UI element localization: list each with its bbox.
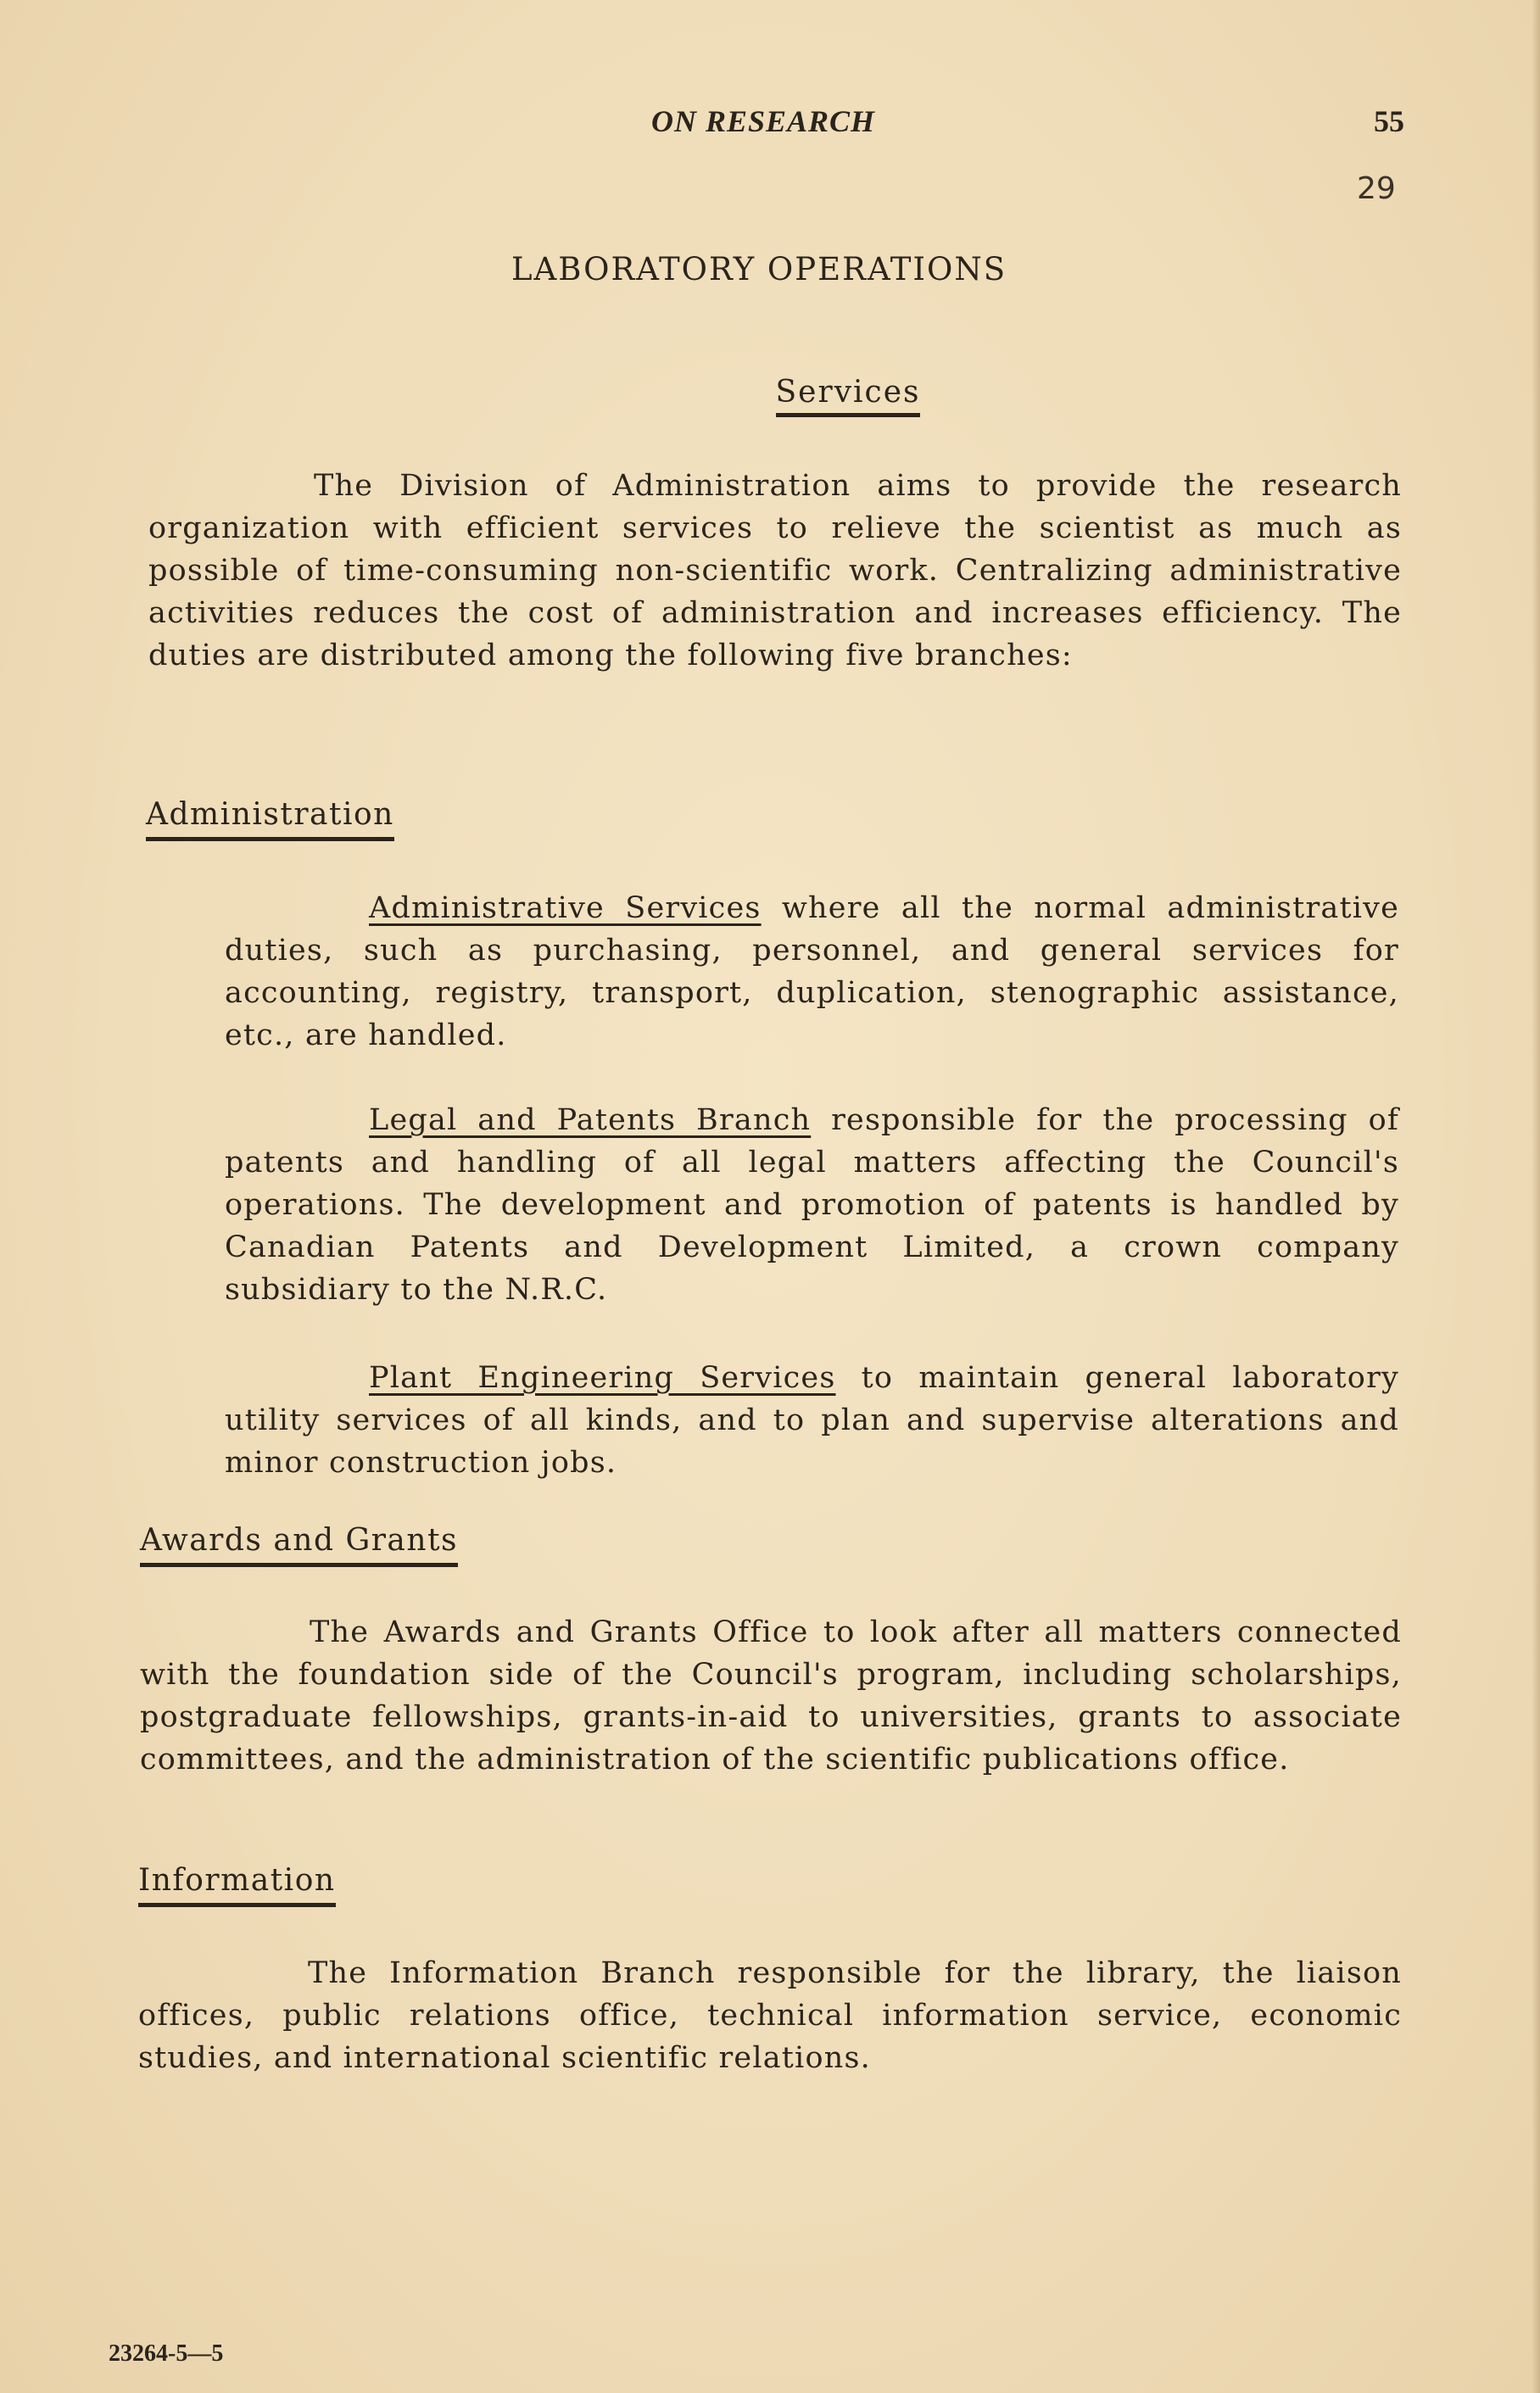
legal-patents-lead: Legal and Patents Branch: [369, 1103, 812, 1137]
admin-services-lead: Administrative Services: [369, 891, 762, 925]
legal-patents-text: responsible for the processing of patents and handling of all legal matters affecting the Council's operations. The development and promotion of patents is handled by Canadian Patents and Development Limited, a crown company subsidiary to the N.R.C.: [225, 1103, 1399, 1307]
information-heading: Information: [138, 1863, 336, 1907]
print-code: 23264-5—5: [109, 2340, 224, 2367]
page-edge-shadow: [1532, 0, 1540, 2393]
plant-engineering-lead: Plant Engineering Services: [369, 1361, 836, 1395]
admin-services-paragraph: [225, 887, 1399, 1057]
plant-engineering-paragraph: [225, 1357, 1399, 1484]
awards-heading: Awards and Grants: [140, 1523, 458, 1567]
administration-heading: Administration: [146, 797, 394, 841]
services-heading: [678, 375, 1018, 417]
secondary-page-number: 29: [1357, 171, 1396, 206]
information-paragraph: The Information Branch responsible for the library, the liaison offices, public relations office, technical information service, economic studies, and international scientific relations.: [138, 1956, 1402, 2075]
services-heading-text: Services: [776, 375, 921, 417]
awards-paragraph: The Awards and Grants Office to look after all matters connected with the foundation side of the Council's program, including scholarships, postgraduate fellowships, grants-in-aid to universities, grants to associate committees, and the administration of the scientific publications office.: [140, 1615, 1402, 1777]
admin-services-text: where all the normal administrative duties, such as purchasing, personnel, and general services for accounting, registry, transport, duplication, stenographic assistance, etc., are handled.: [225, 891, 1399, 1052]
plant-engineering-text: to maintain general laboratory utility services of all kinds, and to plan and supervise alterations and minor construction jobs.: [225, 1361, 1399, 1480]
page-number: 55: [1374, 104, 1404, 138]
running-head: ON RESEARCH: [650, 104, 876, 138]
page-title: LABORATORY OPERATIONS: [511, 251, 1007, 287]
services-paragraph: The Division of Administration aims to provide the research organization with efficient services to relieve the scientist as much as possible of time-consuming non-scientific work. Centralizing administrative activities reduces the cost of administration and increases efficiency. The duties are distributed among the following five branches:: [148, 469, 1402, 672]
legal-patents-paragraph: [225, 1099, 1399, 1311]
